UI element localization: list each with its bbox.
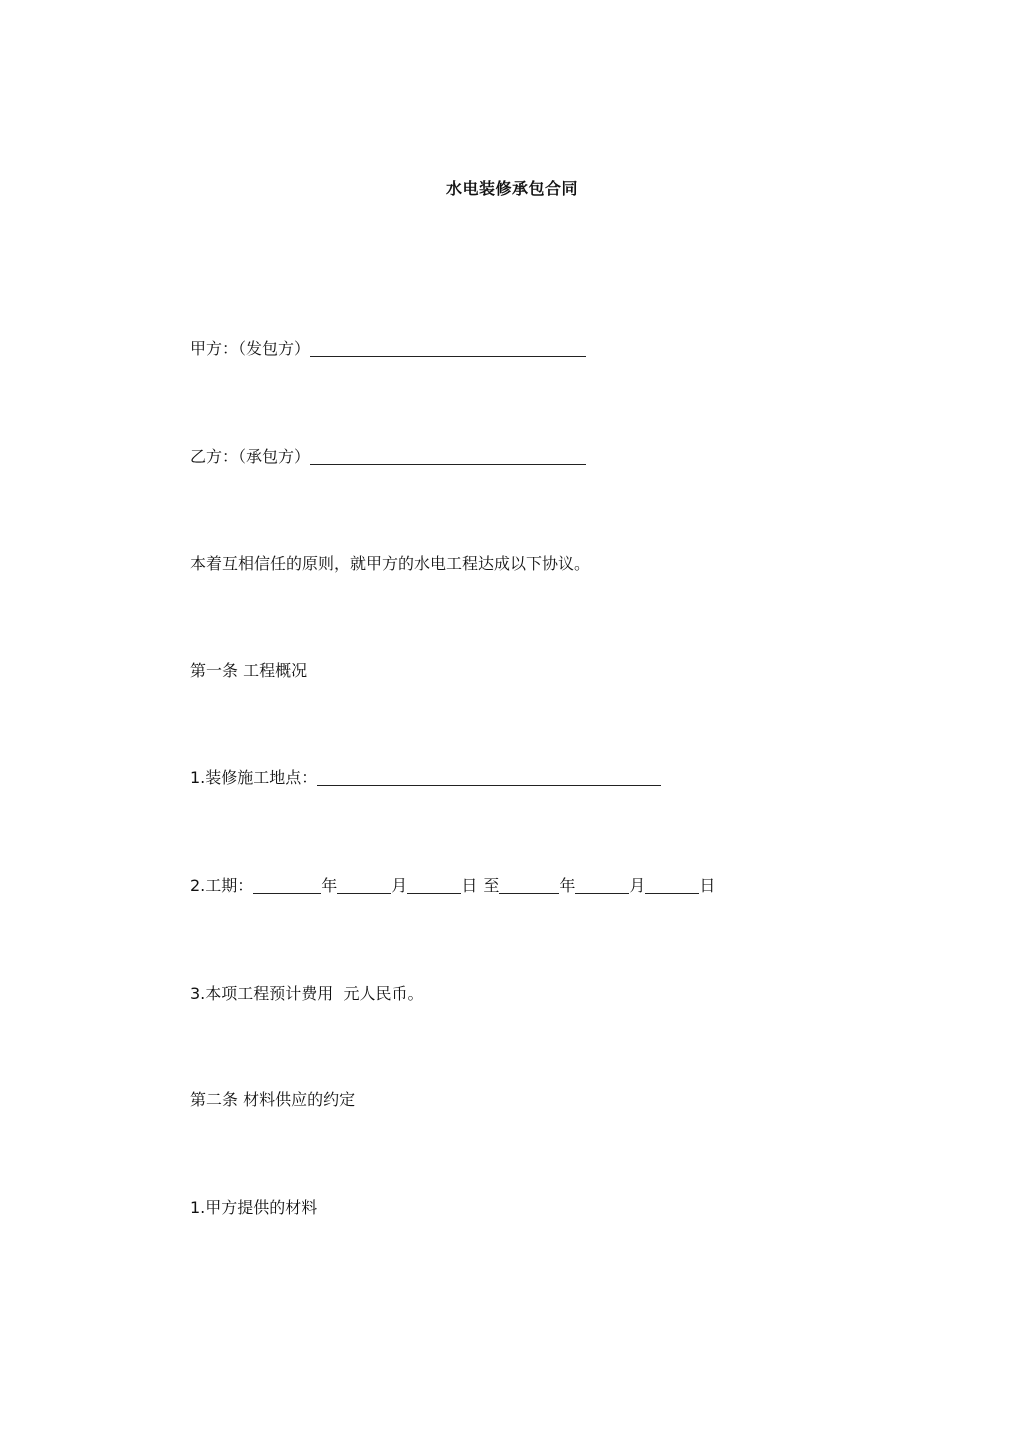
to-word: 至 (483, 876, 500, 895)
party-b-line (190, 446, 586, 468)
item1-label: 1.装修施工地点： (190, 768, 318, 787)
item3-line: 3.本项工程预计费用 元人民币。 (190, 984, 424, 1003)
item2-line (190, 875, 715, 897)
document-title: 水电装修承包合同 (445, 179, 578, 198)
party-a-line (190, 338, 586, 360)
end-month-blank[interactable] (575, 877, 629, 894)
party-b-label: 乙方：（承包方） (190, 447, 311, 466)
start-year-unit: 年 (321, 876, 338, 895)
end-day-unit: 日 (699, 876, 716, 895)
article1-heading: 第一条 工程概况 (190, 661, 308, 680)
party-a-label: 甲方：（发包方） (190, 339, 311, 358)
article2-heading: 第二条 材料供应的约定 (190, 1090, 356, 1109)
start-month-blank[interactable] (337, 877, 391, 894)
party-b-blank[interactable] (310, 448, 586, 465)
site-address-blank[interactable] (317, 769, 661, 786)
end-year-blank[interactable] (499, 877, 559, 894)
intro-paragraph: 本着互相信任的原则，就甲方的水电工程达成以下协议。 (190, 554, 591, 573)
item2-label: 2.工期： (190, 876, 254, 895)
start-day-blank[interactable] (407, 877, 461, 894)
item1-line (190, 767, 661, 789)
end-year-unit: 年 (559, 876, 576, 895)
end-month-unit: 月 (629, 876, 646, 895)
start-month-unit: 月 (391, 876, 408, 895)
article2-item1: 1.甲方提供的材料 (190, 1198, 318, 1217)
start-year-blank[interactable] (253, 877, 321, 894)
end-day-blank[interactable] (645, 877, 699, 894)
party-a-blank[interactable] (310, 340, 586, 357)
start-day-unit: 日 (461, 876, 478, 895)
